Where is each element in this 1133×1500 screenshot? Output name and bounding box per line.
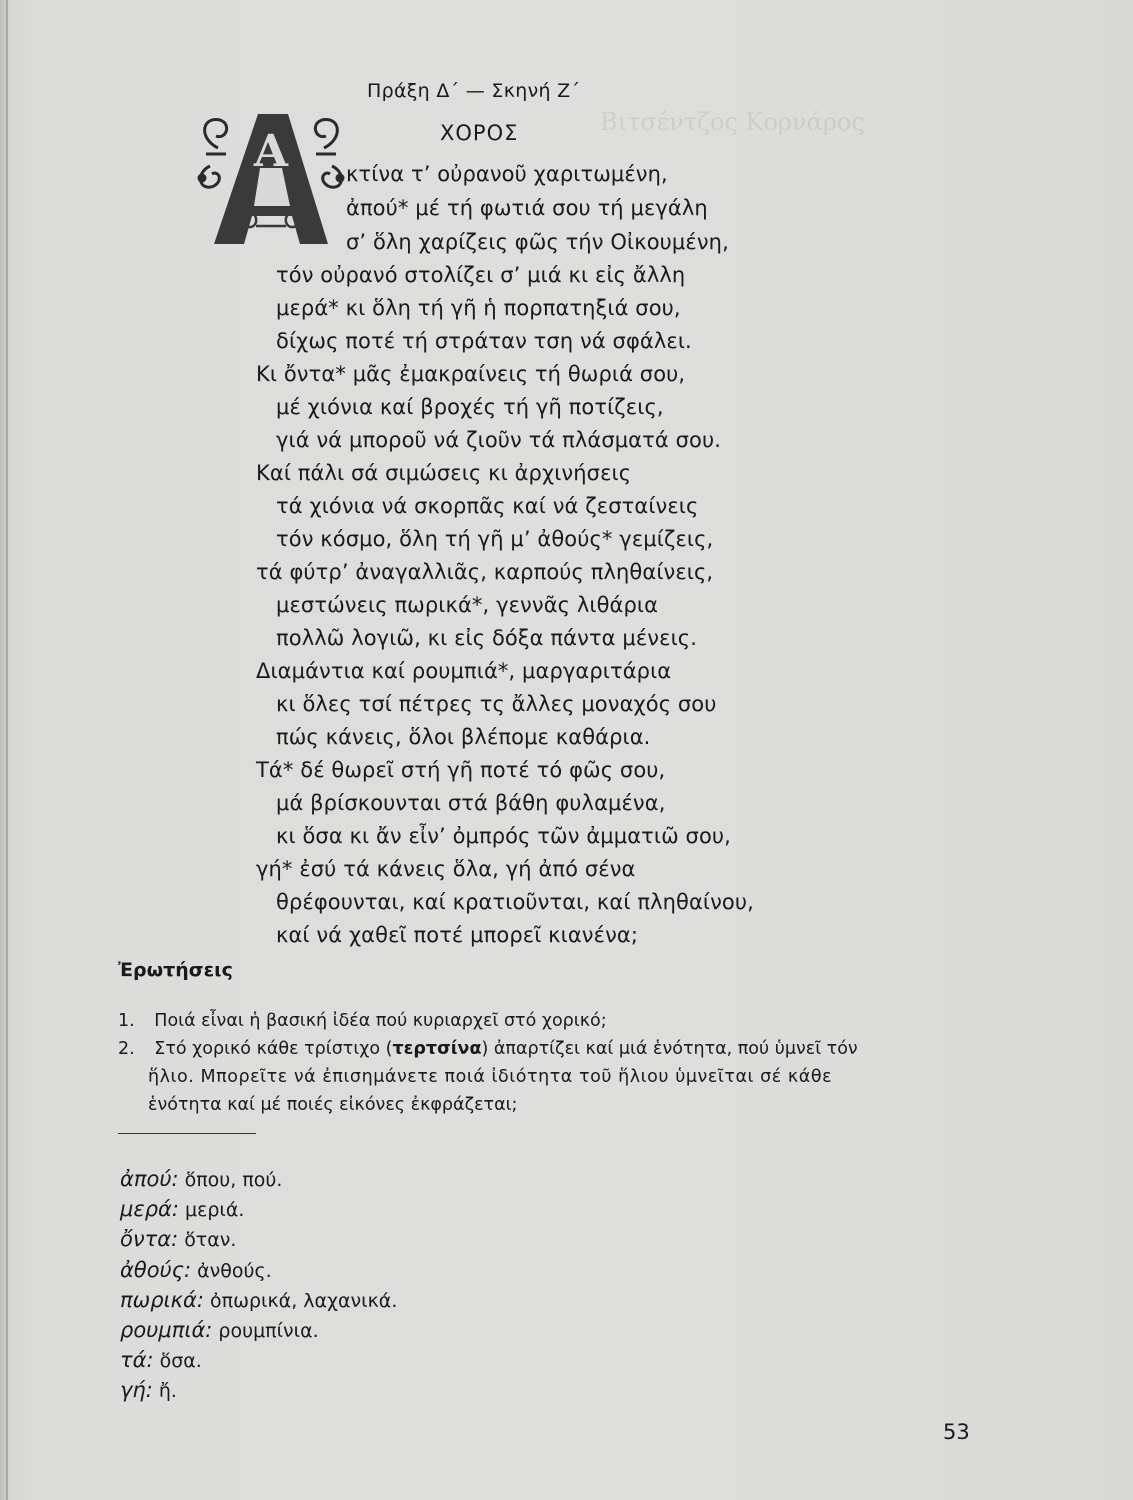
- question-2: [118, 1039, 858, 1059]
- poem-line: σ’ ὅλη χαρίζεις φῶς τήν Οἰκουμένη,: [346, 230, 729, 254]
- poem-line: μά βρίσκουνται στά βάθη φυλαμένα,: [276, 791, 666, 815]
- poem-line: τά φύτρ’ ἀναγαλλιᾶς, καρπούς πληθαίνεις,: [256, 560, 714, 584]
- glossary-entry: ρουμπιά: ρουμπίνια.: [120, 1318, 319, 1342]
- glossary-entry: μερά: μεριά.: [120, 1197, 245, 1221]
- question-number: 2.: [118, 1039, 135, 1059]
- page-gutter: [6, 0, 8, 1500]
- glossary-entry: ὄντα: ὅταν.: [120, 1227, 237, 1251]
- poem-line: κι ὅλες τσί πέτρες τς ἄλλες μοναχός σου: [276, 692, 717, 716]
- poem-line: Διαμάντια καί ρουμπιά*, μαργαριτάρια: [256, 659, 672, 683]
- poem-line: δίχως ποτέ τή στράταν τση νά σφάλει.: [276, 329, 692, 353]
- glossary-entry: τά: ὅσα.: [120, 1348, 202, 1372]
- poem-line: πολλῶ λογιῶ, κι εἰς δόξα πάντα μένεις.: [276, 626, 697, 650]
- question-text-pre: Στό χορικό κάθε τρίστιχο (: [154, 1039, 393, 1059]
- glossary-entry: ἀθούς: ἀνθούς.: [120, 1258, 272, 1282]
- show-through-text: Βιτσέντζος Κορνάρος: [600, 108, 865, 136]
- poem-line: πώς κάνεις, ὅλοι βλέπομε καθάρια.: [276, 725, 651, 749]
- footnote-rule: [118, 1133, 256, 1134]
- poem-line: γή* ἐσύ τά κάνεις ὅλα, γή ἀπό σένα: [256, 857, 636, 881]
- poem-line: μεστώνεις πωρικά*, γεννᾶς λιθάρια: [276, 593, 659, 617]
- glossary-entry: γή: ἤ.: [120, 1378, 177, 1402]
- poem-line: γιά νά μποροῦ νά ζιοῦν τά πλάσματά σου.: [276, 428, 721, 452]
- poem-line: μερά* κι ὅλη τή γῆ ἡ πορπατηξιά σου,: [276, 296, 681, 320]
- poem-line: καί νά χαθεῖ ποτέ μπορεῖ κιανένα;: [276, 923, 639, 947]
- poem-line: τόν κόσμο, ὅλη τή γῆ μ’ ἀθούς* γεμίζεις,: [276, 527, 714, 551]
- question-text: Ποιά εἶναι ἡ βασική ἰδέα πού κυριαρχεῖ στό χορικό;: [154, 1011, 607, 1031]
- poem-line: κτίνα τ’ οὐρανοῦ χαριτωμένη,: [346, 162, 668, 186]
- poem-line: Καί πάλι σά σιμώσεις κι ἀρχινήσεις: [256, 461, 632, 485]
- question-2-line-3: ἑνότητα καί μέ ποιές εἰκόνες ἐκφράζεται;: [148, 1095, 518, 1115]
- poem-line: τόν οὐρανό στολίζει σ’ μιά κι εἰς ἄλλη: [276, 263, 686, 287]
- ornamental-dropcap: [196, 108, 346, 248]
- question-bold-term: τερτσίνα: [392, 1039, 482, 1059]
- questions-heading: Ἐρωτήσεις: [118, 959, 233, 981]
- question-2-line-2: ἥλιο. Μπορεῖτε νά ἐπισημάνετε ποιά ἰδιότητα τοῦ ἥλιου ὑμνεῖται σέ κάθε: [148, 1067, 833, 1087]
- dropcap-letter: Α: [253, 126, 289, 177]
- poem-line: κι ὅσα κι ἄν εἶν’ ὀμπρός τῶν ἀμματιῶ σου,: [276, 824, 731, 848]
- question-text-post: ) ἀπαρτίζει καί μιά ἑνότητα, πού ὑμνεῖ τόν: [481, 1039, 858, 1059]
- poem-line: ἀπού* μέ τή φωτιά σου τή μεγάλη: [346, 196, 708, 220]
- glossary-entry: ἀπού: ὅπου, πού.: [120, 1167, 283, 1191]
- glossary-entry: πωρικά: ὀπωρικά, λαχανικά.: [120, 1288, 398, 1312]
- poem-line: Κι ὄντα* μᾶς ἐμακραίνεις τή θωριά σου,: [256, 362, 686, 386]
- poem-line: Τά* δέ θωρεῖ στή γῆ ποτέ τό φῶς σου,: [256, 758, 666, 782]
- question-number: 1.: [118, 1011, 135, 1031]
- poem-line: μέ χιόνια καί βροχές τή γῆ ποτίζεις,: [276, 395, 664, 419]
- act-scene-heading: Πράξη Δ΄ — Σκηνή Ζ΄: [367, 80, 581, 102]
- chorus-title: ΧΟΡΟΣ: [440, 121, 519, 145]
- question-1: [118, 1011, 607, 1031]
- poem-line: θρέφουνται, καί κρατιοῦνται, καί πληθαίνου,: [276, 890, 754, 914]
- poem-line: τά χιόνια νά σκορπᾶς καί νά ζεσταίνεις: [276, 494, 699, 518]
- page-number: 53: [943, 1420, 970, 1444]
